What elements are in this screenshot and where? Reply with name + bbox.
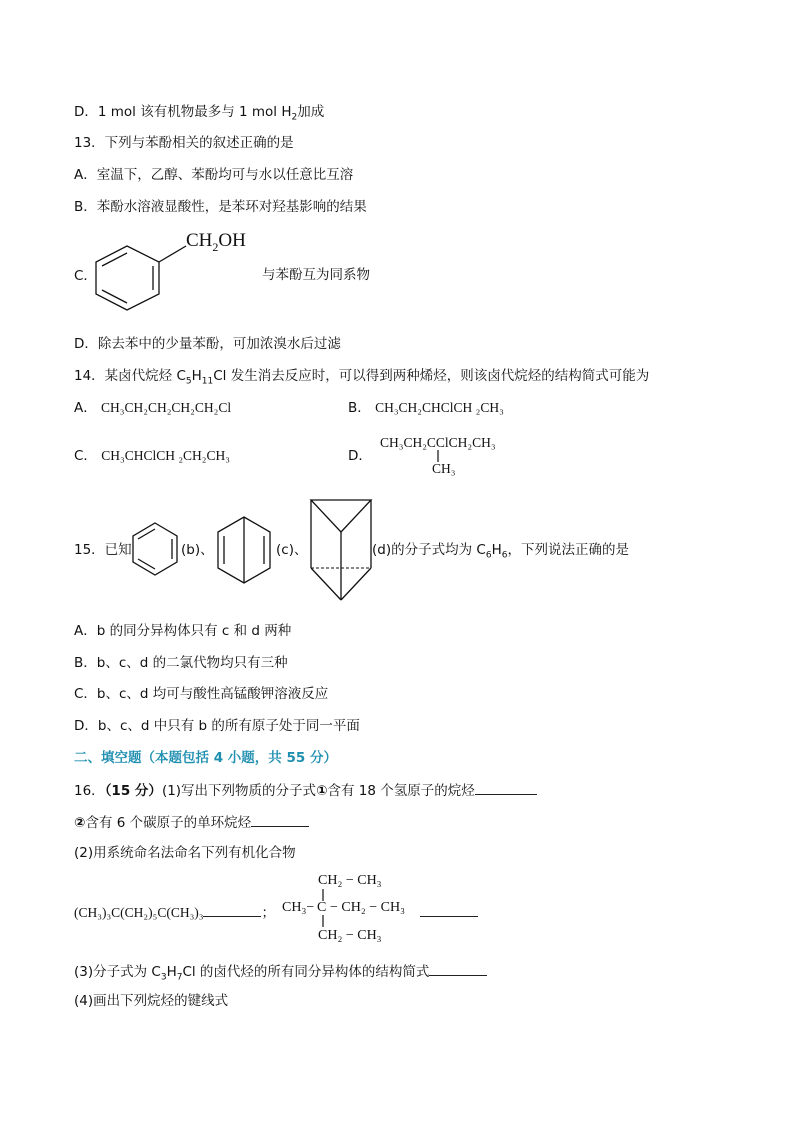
benzyl-ring-structure xyxy=(92,240,182,310)
q16-part4: (4)画出下列烷烃的键线式 xyxy=(74,993,229,1009)
q15-option-c: C．b、c、d 均可与酸性高锰酸钾溶液反应 xyxy=(74,686,329,702)
q12-option-d xyxy=(74,103,324,121)
subscript: 6 xyxy=(485,550,492,561)
subscript: 6 xyxy=(501,550,508,561)
dewar-benzene-c-structure xyxy=(214,514,274,586)
section-title: 二、填空题（本题包括 4 小题，共 55 分） xyxy=(74,750,337,766)
q14-option-d-main: CH₃CH₂CClCH₂CH₃ xyxy=(380,435,496,450)
struct-left-methyl: CH₃− xyxy=(282,900,315,915)
answer-blank[interactable] xyxy=(203,902,261,917)
q14-stem xyxy=(74,367,649,385)
q15-label-b: (b)、 xyxy=(181,542,214,558)
subscript: 2 xyxy=(212,239,219,254)
q15-label-d xyxy=(372,541,629,559)
ch2oh-group xyxy=(186,230,246,254)
ch-text: CH xyxy=(186,230,213,251)
option-label: C． xyxy=(74,448,97,464)
q16-part2-formula-a xyxy=(74,902,275,922)
q16-part3 xyxy=(74,961,487,981)
q14-option-d-label: D． xyxy=(348,448,372,464)
circle-two-marker: ② xyxy=(74,815,86,831)
q14-option-c-formula: CH₃CHClCH ₂CH₂CH₃ xyxy=(101,448,230,463)
formula-a: (CH₃)₃C(CH₂)₅C(CH₃)₃ xyxy=(74,905,204,920)
q16-score: （15 分） xyxy=(104,783,162,799)
q13-stem: 13．下列与苯酚相关的叙述正确的是 xyxy=(74,135,294,151)
answer-blank[interactable] xyxy=(475,780,537,795)
prismane-d-structure xyxy=(308,494,374,604)
oh-text: OH xyxy=(218,230,246,251)
q16-p3-pre: (3)分子式为 C xyxy=(74,964,161,980)
q13-option-b: B．苯酚水溶液显酸性，是苯环对羟基影响的结果 xyxy=(74,199,367,215)
subscript: 2 xyxy=(291,112,298,123)
struct-bottom-branch: CH₂ − CH₃ xyxy=(318,928,382,943)
q14-stem-h: H xyxy=(191,368,202,384)
option-label: A． xyxy=(74,400,97,416)
q15-label-d-h: H xyxy=(491,542,502,558)
q16-p1-item1: 含有 18 个氢原子的烷烃 xyxy=(327,783,475,799)
q15-stem-pre: 15．已知 xyxy=(74,542,132,558)
q14-option-a-formula: CH₃CH₂CH₂CH₂CH₂Cl xyxy=(101,400,232,415)
subscript: 11 xyxy=(201,376,214,387)
q15-option-b: B．b、c、d 的二氯代物均只有三种 xyxy=(74,655,288,671)
q14-option-b-formula: CH₃CH₂CHClCH ₂CH₃ xyxy=(375,400,504,415)
q16-number: 16． xyxy=(74,783,105,799)
q13-option-d: D．除去苯中的少量苯酚，可加浓溴水后过滤 xyxy=(74,336,341,352)
q12-option-d-text: D．1 mol 该有机物最多与 1 mol H xyxy=(74,104,292,120)
answer-blank[interactable] xyxy=(420,902,478,917)
q13-option-c-text: 与苯酚互为同系物 xyxy=(262,267,370,283)
q14-option-c xyxy=(74,447,230,465)
struct-top-branch: CH₂ − CH₃ xyxy=(318,873,382,888)
subscript: 5 xyxy=(185,376,192,387)
answer-blank[interactable] xyxy=(251,812,309,827)
q13-option-a: A．室温下，乙醇、苯酚均可与水以任意比互溶 xyxy=(74,167,354,183)
subscript: 7 xyxy=(176,972,183,983)
q15-label-d-pre: (d)的分子式均为 C xyxy=(372,542,486,558)
benzene-b-structure xyxy=(130,520,180,578)
option-label: B． xyxy=(348,400,371,416)
answer-blank-row xyxy=(420,902,478,922)
circle-one-marker: ① xyxy=(316,783,328,799)
q15-label-c: (c)、 xyxy=(276,542,308,558)
q15-label-d-post: ，下列说法正确的是 xyxy=(507,542,629,558)
q16-p1-item2: 含有 6 个碳原子的单环烷烃 xyxy=(85,815,252,831)
q15-option-d: D．b、c、d 中只有 b 的所有原子处于同一平面 xyxy=(74,718,360,734)
separator: ； xyxy=(261,905,275,920)
q15-option-a: A．b 的同分异构体只有 c 和 d 两种 xyxy=(74,623,292,639)
q14-option-b xyxy=(348,399,504,417)
q14-option-a xyxy=(74,399,231,417)
subscript: 3 xyxy=(160,972,167,983)
struct-right-branch: − CH₂ − CH₃ xyxy=(330,900,405,915)
q16-p1-text: (1)写出下列物质的分子式 xyxy=(161,783,317,799)
q12-option-d-tail: 加成 xyxy=(297,104,325,120)
q16-p3-post: Cl 的卤代烃的所有同分异构体的结构简式 xyxy=(182,964,430,980)
q14-stem-post: Cl 发生消去反应时，可以得到两种烯烃，则该卤代烷烃的结构简式可能为 xyxy=(213,368,650,384)
q13-option-c-label: C． xyxy=(74,268,97,284)
q16-part2: (2)用系统命名法命名下列有机化合物 xyxy=(74,845,296,861)
answer-blank[interactable] xyxy=(429,961,487,976)
struct-central-carbon: C xyxy=(317,900,327,915)
q16-part1-item2 xyxy=(74,812,309,832)
q14-option-d-branch: CH₃ xyxy=(432,461,456,476)
q14-stem-pre: 14．某卤代烷烃 C xyxy=(74,368,186,384)
q16-part1 xyxy=(74,780,537,800)
q16-p3-h: H xyxy=(166,964,177,980)
